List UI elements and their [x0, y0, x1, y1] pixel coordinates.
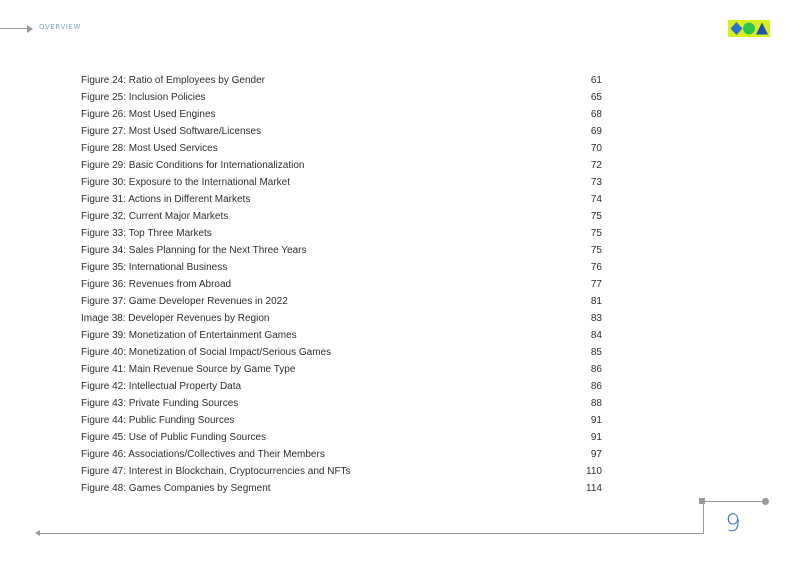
toc-entry-page: 61: [590, 75, 602, 86]
toc-entry-title: Figure 28: Most Used Services: [81, 143, 218, 154]
toc-row: [81, 361, 602, 378]
toc-entry-page: 88: [590, 398, 602, 409]
toc-row: [81, 157, 602, 174]
toc-row: [81, 89, 602, 106]
toc-entry-page: 85: [590, 347, 602, 358]
toc-entry-title: Figure 44: Public Funding Sources: [81, 415, 235, 426]
toc-entry-page: 75: [590, 211, 602, 222]
toc-entry-title: Figure 32: Current Major Markets: [81, 211, 229, 222]
toc-row: [81, 140, 602, 157]
toc-row: [81, 327, 602, 344]
circle-icon: [743, 23, 755, 35]
toc-row: [81, 310, 602, 327]
toc-entry-page: 74: [590, 194, 602, 205]
toc-row: [81, 106, 602, 123]
toc-entry-title: Figure 24: Ratio of Employees by Gender: [81, 75, 265, 86]
toc-entry-page: 73: [590, 177, 602, 188]
toc-entry-page: 83: [590, 313, 602, 324]
toc-entry-page: 110: [586, 466, 602, 477]
footer-top-rule: [705, 501, 763, 502]
page-number: 9: [725, 509, 741, 537]
header-rule: [0, 28, 28, 29]
toc-entry-title: Figure 37: Game Developer Revenues in 2022: [81, 296, 288, 307]
toc-row: [81, 395, 602, 412]
toc-row: [81, 242, 602, 259]
footer-vertical-rule: [703, 500, 704, 534]
toc-entry-page: 69: [590, 126, 602, 137]
toc-row: [81, 446, 602, 463]
toc-entry-title: Figure 25: Inclusion Policies: [81, 92, 206, 103]
toc-entry-page: 70: [590, 143, 602, 154]
brand-shapes-logo-icon: [728, 20, 770, 37]
toc-entry-page: 65: [590, 92, 602, 103]
toc-entry-page: 86: [590, 381, 602, 392]
toc-row: [81, 174, 602, 191]
toc-entry-page: 76: [590, 262, 602, 273]
toc-entry-title: Figure 47: Interest in Blockchain, Cryptocurrencies and NFTs: [81, 466, 351, 477]
header-arrow-icon: [27, 25, 33, 33]
section-label: OVERVIEW: [39, 23, 82, 31]
diamond-icon: [731, 22, 743, 35]
toc-entry-title: Figure 45: Use of Public Funding Sources: [81, 432, 267, 443]
toc-entry-page: 91: [590, 432, 602, 443]
toc-entry-title: Figure 30: Exposure to the International Market: [81, 177, 291, 188]
toc-entry-title: Figure 36: Revenues from Abroad: [81, 279, 232, 290]
toc-row: [81, 293, 602, 310]
toc-row: [81, 191, 602, 208]
toc-entry-title: Figure 41: Main Revenue Source by Game Type: [81, 364, 296, 375]
table-of-figures: [81, 72, 602, 497]
toc-entry-title: Figure 48: Games Companies by Segment: [81, 483, 271, 494]
toc-row: [81, 276, 602, 293]
toc-row: [81, 463, 602, 480]
toc-entry-page: 84: [590, 330, 602, 341]
toc-entry-title: Figure 43: Private Funding Sources: [81, 398, 239, 409]
toc-entry-title: Figure 33: Top Three Markets: [81, 228, 212, 239]
toc-entry-page: 68: [590, 109, 602, 120]
toc-row: [81, 208, 602, 225]
toc-row: [81, 378, 602, 395]
toc-entry-title: Figure 27: Most Used Software/Licenses: [81, 126, 262, 137]
toc-entry-page: 75: [590, 228, 602, 239]
toc-entry-page: 86: [590, 364, 602, 375]
footer-rule: [40, 533, 703, 534]
toc-entry-page: 81: [590, 296, 602, 307]
toc-row: [81, 480, 602, 497]
toc-row: [81, 123, 602, 140]
toc-entry-title: Figure 46: Associations/Collectives and Their Members: [81, 449, 325, 460]
toc-row: [81, 344, 602, 361]
toc-entry-page: 97: [590, 449, 602, 460]
toc-row: [81, 412, 602, 429]
toc-entry-title: Figure 35: International Business: [81, 262, 228, 273]
triangle-icon: [756, 23, 768, 35]
toc-row: [81, 259, 602, 276]
toc-entry-title: Figure 29: Basic Conditions for Internationalization: [81, 160, 305, 171]
toc-entry-page: 77: [590, 279, 602, 290]
toc-row: [81, 429, 602, 446]
footer-dot-icon: [762, 498, 769, 505]
toc-row: [81, 225, 602, 242]
toc-entry-title: Figure 34: Sales Planning for the Next Three Years: [81, 245, 307, 256]
toc-row: [81, 72, 602, 89]
toc-entry-page: 72: [590, 160, 602, 171]
toc-entry-title: Figure 40: Monetization of Social Impact/Serious Games: [81, 347, 332, 358]
toc-entry-title: Figure 39: Monetization of Entertainment Games: [81, 330, 297, 341]
toc-entry-page: 114: [586, 483, 602, 494]
toc-entry-title: Figure 31: Actions in Different Markets: [81, 194, 251, 205]
toc-entry-page: 91: [590, 415, 602, 426]
toc-entry-title: Figure 26: Most Used Engines: [81, 109, 216, 120]
toc-entry-page: 75: [590, 245, 602, 256]
toc-entry-title: Figure 42: Intellectual Property Data: [81, 381, 242, 392]
toc-entry-title: Image 38: Developer Revenues by Region: [81, 313, 270, 324]
